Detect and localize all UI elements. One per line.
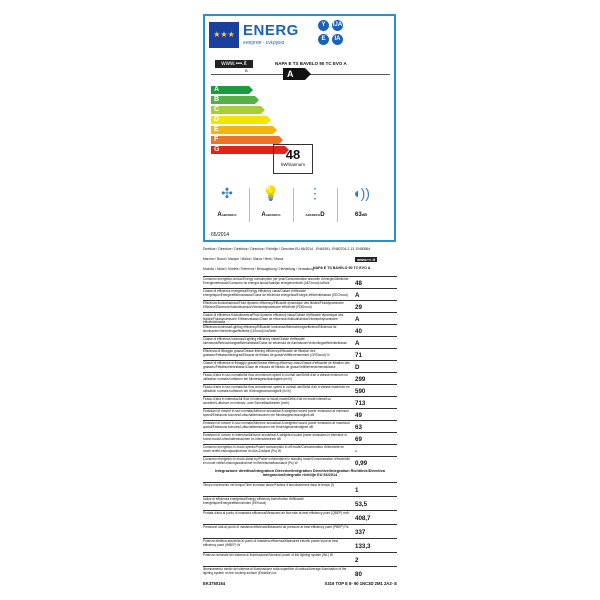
lang-code: IA <box>332 34 343 45</box>
fan-class-scale: ABCDEFG <box>221 213 237 217</box>
integration-row <box>203 552 397 566</box>
fiche-row-label: Consumo energetico annuo/Energy consumption per year/Consommation annuelle d'énergie/Jährlicher Energieverbrauch/Consumo de energía anual/Jaarlijks energieverbruik (AEChood) kWh/a <box>203 277 349 285</box>
brand-header-value <box>355 257 439 263</box>
language-codes <box>318 20 356 52</box>
lamp-class-letter: A <box>261 212 266 218</box>
icon-divider <box>293 188 294 222</box>
integration-row-value: 133,3 <box>355 543 371 550</box>
product-fiche <box>203 248 397 592</box>
directive-line: Direttiva / Directive / Diréktiva / Directiva / Richtlijn / Directive EU 66/2014 - EN61591, EN60704-2-13, EN50564 <box>203 247 371 251</box>
class-arrow-f: F <box>211 136 279 144</box>
fiche-row-value: 48 <box>355 280 362 287</box>
integration-row-value: 337 <box>355 529 366 536</box>
noise-cell <box>345 182 377 228</box>
fiche-row-label: Efficienza di filtraggio grassi/Grease filtering efficiency/Efficacité de filtration des graisses/Fettabscheidegrad/Eficacia de filtrado de grasa/Vetfilterrendement (GFEhood) % <box>203 349 330 357</box>
fiche-row <box>203 396 397 408</box>
fiche-row-value: A <box>355 316 360 323</box>
fiche-row <box>203 348 397 360</box>
fiche-row-label: Flusso d'aria in uso normale/Air flow at minimum speed in normal use/Débit d'air à vitesse minimum en utilisation normale/Luftstrom bei Mindestgeschwindigkeit (m³/h) <box>203 373 348 381</box>
fiche-row-value: 71 <box>355 352 362 359</box>
fiche-brand-logo: www.▪▪▪.it <box>357 257 376 262</box>
fiche-row <box>203 288 397 300</box>
fiche-row <box>203 456 397 468</box>
fiche-row <box>203 432 397 444</box>
integration-row <box>203 566 397 580</box>
fiche-row <box>203 420 397 432</box>
lang-code: Y <box>318 20 329 31</box>
fiche-row-label: Classe di efficienza fluidodinamica/Fluid dynamic efficiency class/Classe d'efficacité dynamique des fluides/Fluiddynamische Effizienzklasse/Clase de eficiencia fluidodinámica/Vloeistofdynamische efficiëntieklasse <box>203 313 344 325</box>
integration-row <box>203 482 397 496</box>
fiche-row <box>203 300 397 312</box>
integration-row-value: 2 <box>355 557 359 564</box>
fiche-row-value: 713 <box>355 400 366 407</box>
fiche-row-value: 0,99 <box>355 460 368 467</box>
rating-indicator: A <box>283 68 305 80</box>
class-arrow-a: A <box>211 86 249 94</box>
lamp-class <box>255 212 287 218</box>
fiche-row-label: Emissioni di rumore in uso normale/Airborne acoustical A-weighted sound power emissions at maximum speed/Émissions sonores/Luftschallemissionen bei Höchstgeschwindigkeit dB <box>203 421 350 429</box>
class-arrow-g: G <box>211 146 285 154</box>
brand-logo: www.▪▪▪.it <box>215 60 253 68</box>
fiche-row <box>203 336 397 348</box>
fan-class-letter: A <box>217 212 222 218</box>
lamp-icon: 💡 <box>262 185 280 201</box>
fiche-row-label: Emissioni di rumore in intensiva/Airborne acoustical A-weighted sound power emissions in intensive or boost mode/Luftschallemissionen im Intensivbetrieb dB <box>203 433 348 441</box>
lang-code: E <box>318 34 329 45</box>
fiche-row-label: Emissioni di rumore in uso normale/Airborne acoustical A-weighted sound power emissions at minimum speed/Émissions sonores/Luftschallemissionen bei Mindestgeschwindigkeit dB <box>203 409 349 417</box>
fiche-row-label: Consumo energetico in modo spento/Power consumption in off mode/Consommation d'électricité en mode arrêt/Leistungsaufnahme im Aus-Zustand (Po) W <box>203 445 345 453</box>
fiche-row-value: 49 <box>355 412 362 419</box>
icon-divider <box>337 188 338 222</box>
icon-divider <box>249 188 250 222</box>
integration-row <box>203 524 397 538</box>
fiche-row <box>203 360 397 372</box>
noise-icon: ◖)) <box>352 185 370 201</box>
annual-consumption-box <box>273 144 313 174</box>
fiche-row-label: Flusso d'aria in uso normale/Air flow at maximum speed in normal use/Débit d'air à vitesse maximum en utilisation normale/Luftstrom bei Höchstgeschwindigkeit (m³/h) <box>203 385 350 393</box>
integration-row-label: Portata d'aria al punto di massima efficienza/Measured air flow rate at best efficiency point (QBEP) m³/h <box>203 511 350 515</box>
brand-header-label: Marchio / Brand / Marque / Marke / Marca / Merk / Marca <box>203 257 284 261</box>
fiche-row-value: - <box>355 448 358 455</box>
noise-level <box>345 212 377 218</box>
fiche-row-value: 40 <box>355 328 362 335</box>
fiche-row <box>203 276 397 288</box>
filter-class-scale: ABCDEFG <box>305 213 321 217</box>
fiche-row-value: A <box>355 292 360 299</box>
kwh-value: 48 <box>285 147 301 162</box>
integration-row-value: 53,5 <box>355 501 368 508</box>
brand-note: B <box>245 68 248 73</box>
fiche-row <box>203 444 397 456</box>
fiche-row-label: Classe di efficienza energetica/Energy efficiency class/Classe d'efficacité énergétique/Energieeffizienzklasse/Clase de eficiencia energética/Energie-efficiëntieklasse (EEChood) <box>203 289 348 297</box>
integration-row-label: Potenza nominale del sistema di illuminazione/Nominal power of the lighting system (WL) W <box>203 553 333 557</box>
fiche-row-value: D <box>355 364 360 371</box>
fiche-row-label: Efficienza fluidodinamica/Fluid dynamic efficiency/Efficacité dynamique des fluides/Fluiddynamische Effizienz/Eficiencia fluidodinámica/Vloeistofdynamische efficiëntie (FDEhood) <box>203 301 344 309</box>
class-arrow-c: C <box>211 106 261 114</box>
fiche-row-value: 299 <box>355 376 366 383</box>
footer-code-left: EK3750154 <box>203 581 226 586</box>
class-arrow-b: B <box>211 96 255 104</box>
integration-row-value: 80 <box>355 571 362 578</box>
integration-row-label: Indice di efficienza energetica/Energy efficiency index/Indice d'efficacité énergétique/Energieeffizienzindex (EEIhood) <box>203 497 304 505</box>
fiche-row <box>203 312 397 324</box>
fan-class-cell <box>211 182 243 228</box>
lamp-class-cell <box>255 182 287 228</box>
kwh-unit: kWh/annum <box>280 162 305 167</box>
integration-row-label: Tempo incremento nel tempo/Time increase factor/Facteur d'accroissement dans le temps (f) <box>203 483 334 487</box>
fiche-row-value: 590 <box>355 388 366 395</box>
fiche-row-value: 29 <box>355 304 362 311</box>
integration-row <box>203 496 397 510</box>
fiche-row <box>203 324 397 336</box>
eu-flag-icon: ★★★ <box>209 22 239 48</box>
lamp-class-scale: ABCDEFG <box>265 213 281 217</box>
feature-icons <box>211 182 391 228</box>
integration-row <box>203 538 397 552</box>
integration-row-value: 408,7 <box>355 515 371 522</box>
integration-row-label: Pressione aria al punto di massima efficienza/Measured air pressure at best efficiency point (PBEP) Pa <box>203 525 349 529</box>
fiche-row <box>203 384 397 396</box>
fiche-footer <box>203 582 397 586</box>
filter-icon: ⋮ <box>308 185 322 201</box>
class-arrow-e: E <box>211 126 273 134</box>
model-name: NAPA E TS BAVELO 90 TC EVO A <box>275 61 347 66</box>
fiche-row-value: 69 <box>355 436 362 443</box>
model-header-label: Modello / Model / Modèle / Referenz / Benzagebung / Hersteilung / Verwaltung <box>203 267 314 271</box>
fiche-row-value: 63 <box>355 424 362 431</box>
energy-label <box>203 14 396 242</box>
integration-title: Integrazione direttiva/Integration Directive/Intégration Directive/Integration Richtlinie/Directiva Integración/Integratie richtlijn EU 66/2014 <box>215 469 385 477</box>
lang-code: IJA <box>332 20 343 31</box>
fiche-row-label: Classe di efficienza luminosa/Lighting efficiency class/Classe d'efficacité lumineuse/Beleuchtungseffizienzklasse/Clase de eficiencia de iluminación/Verlichtingsefficiëntieklasse <box>203 337 347 345</box>
integration-row-label: Potenza elettrica assorbita al punto di massima efficienza/Measured electric power input at best efficiency point (WBEP) W <box>203 539 338 547</box>
model-header-value: NAPA E TS BAVELO 90 TC EVO A <box>313 266 371 270</box>
fiche-row-value: A <box>355 340 360 347</box>
fiche-row <box>203 372 397 384</box>
footer-code-right: X316 TOP E 8- 90 1NC3D 2M1 2A2- E <box>324 581 397 586</box>
label-header <box>209 20 309 54</box>
fiche-row-label: Efficienza luminosa/Lighting efficiency/Efficacité lumineuse/Beleuchtungseffizienz/Eficiencia de iluminación/Verlichtingsefficiëntie (LEhood) lux/Watt <box>203 325 337 333</box>
fiche-row <box>203 408 397 420</box>
integration-row <box>203 510 397 524</box>
noise-unit: dB <box>361 212 368 217</box>
filter-class <box>299 212 331 218</box>
filter-class-cell <box>299 182 331 228</box>
energy-subheading: енергия · ενέργεια <box>243 40 285 46</box>
fiche-row-label: Flusso d'aria in intensiva/Air flow in intensive or boost mode/Débit d'air en mode intensif ou accéléré/Luftstrom im Intensiv- oder Schnelllaufbetrieb (m³/h) <box>203 397 332 405</box>
energy-heading: ENERG <box>243 22 299 39</box>
brand-header-row <box>203 256 397 264</box>
integration-row-value: 1 <box>355 487 359 494</box>
fan-class <box>211 212 243 218</box>
model-header-row <box>203 266 397 274</box>
fiche-row-label: Classe di efficienza di filtraggio grassi/Grease filtering efficiency class/Classe d'efficacité de filtration des graisses/Fettabscheideklasse/Clase de eficacia de filtrado de grasa/Vetfilterrendementsklasse <box>203 361 350 369</box>
regulation-number: 65/2014 <box>211 232 230 238</box>
filter-class-letter: D <box>320 212 325 218</box>
fiche-row-label: Consumo energetico in modo stand-by/Power consumption in standby mode/Consommation d'électricité en mode veille/Leistungsaufnahme im Bereitschaftszustand (Ps) W <box>203 457 350 465</box>
class-arrow-d: D <box>211 116 267 124</box>
integration-row-label: Illuminamento medio del sistema di illuminazione sulla superficie di cottura/Average illumination of the lighting system on the cooking surface (Emiddle) lux <box>203 567 347 575</box>
noise-value: 63 <box>354 212 362 218</box>
fan-icon: ✣ <box>221 185 233 201</box>
